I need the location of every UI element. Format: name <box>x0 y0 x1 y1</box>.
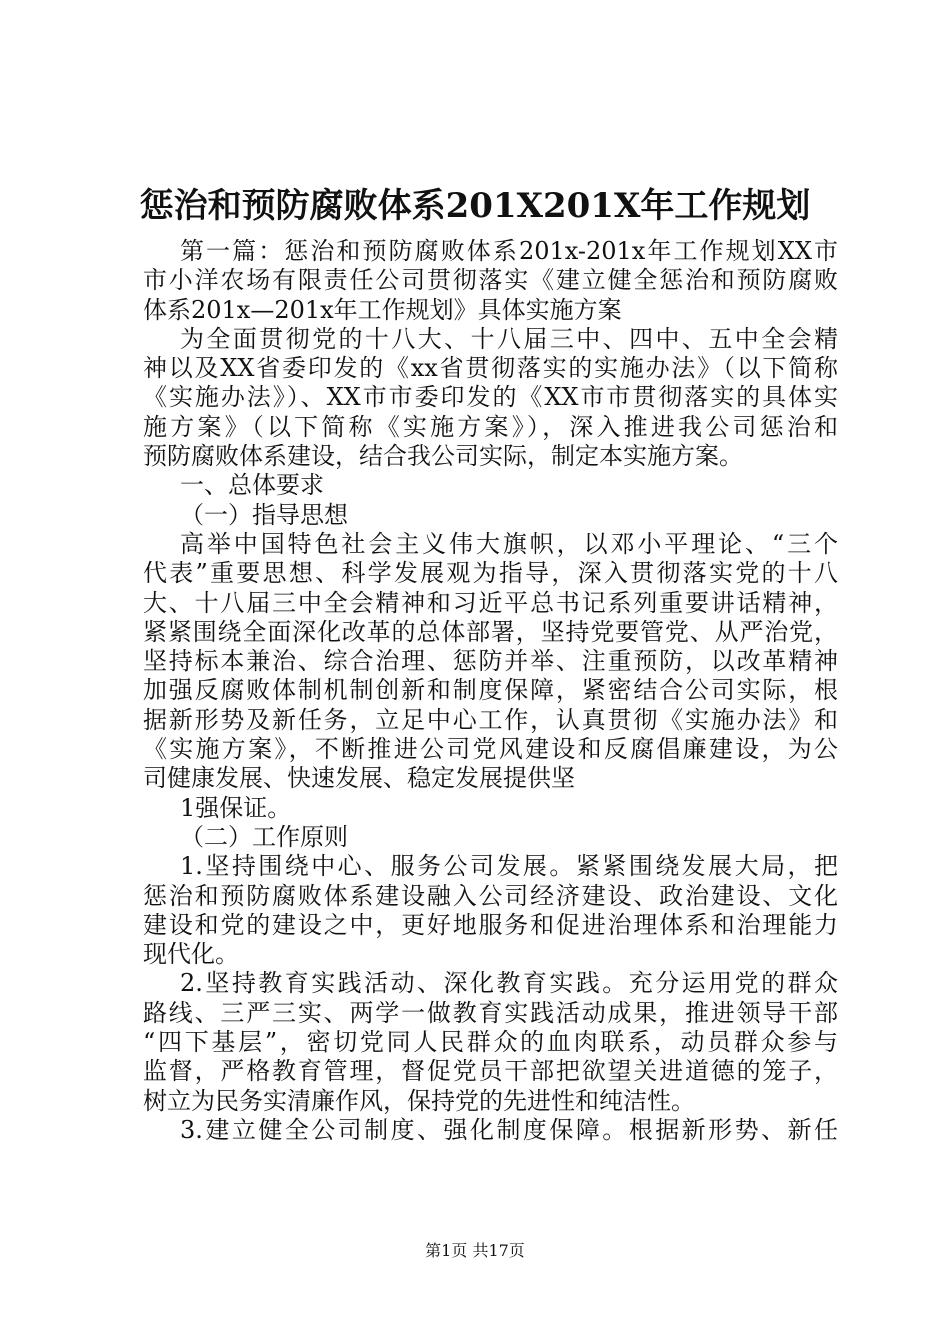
body-line: 施方案》（以下简称《实施方案》），深入推进我公司惩治和 <box>143 412 838 441</box>
body-line: 紧紧围绕全面深化改革的总体部署，坚持党要管党、从严治党， <box>143 617 838 646</box>
body-line: 高举中国特色社会主义伟大旗帜，以邓小平理论、“三个 <box>180 529 838 558</box>
body-line: 第一篇：惩治和预防腐败体系201x-201x年工作规划XX市 <box>180 237 838 265</box>
body-line: 路线、三严三实、两学一做教育实践活动成果，推进领导干部 <box>143 998 838 1027</box>
body-line: 司健康发展、快速发展、稳定发展提供坚 <box>143 764 575 793</box>
body-line: 一、总体要求 <box>180 471 324 500</box>
body-line: 大、十八届三中全会精神和习近平总书记系列重要讲话精神， <box>143 588 838 617</box>
body-line: 加强反腐败体制机制创新和制度保障，紧密结合公司实际，根 <box>143 676 838 705</box>
body-line: 树立为民务实清廉作风，保持党的先进性和纯洁性。 <box>143 1086 695 1115</box>
body-line: 坚持标本兼治、综合治理、惩防并举、注重预防，以改革精神 <box>143 647 838 676</box>
body-line: 1.坚持围绕中心、服务公司发展。紧紧围绕发展大局，把 <box>180 852 838 881</box>
document-title: 惩治和预防腐败体系201X201X年工作规划 <box>139 186 811 226</box>
body-line: 1强保证。 <box>180 793 292 822</box>
body-line: 《实施方案》，不断推进公司党风建设和反腐倡廉建设，为公 <box>143 735 838 764</box>
body-line: 市小洋农场有限责任公司贯彻落实《建立健全惩治和预防腐败 <box>143 266 838 295</box>
body-line: 代表”重要思想、科学发展观为指导，深入贯彻落实党的十八 <box>143 559 838 588</box>
body-line: 据新形势及新任务，立足中心工作，认真贯彻《实施办法》和 <box>143 705 838 734</box>
page-footer: 第1页 共17页 <box>425 1241 525 1260</box>
body-line: 现代化。 <box>143 940 239 969</box>
body-line: 为全面贯彻党的十八大、十八届三中、四中、五中全会精 <box>180 324 838 353</box>
body-line: “四下基层”，密切党同人民群众的血肉联系，动员群众参与 <box>143 1028 838 1057</box>
body-line: 2.坚持教育实践活动、深化教育实践。充分运用党的群众 <box>180 969 838 998</box>
body-line: 体系201x—201x年工作规划》具体实施方案 <box>143 295 622 324</box>
body-line: 《实施办法》）、XX市市委印发的《XX市市贯彻落实的具体实 <box>143 383 838 412</box>
body-line: 预防腐败体系建设，结合我公司实际，制定本实施方案。 <box>143 442 743 471</box>
body-line: 3.建立健全公司制度、强化制度保障。根据新形势、新任 <box>180 1115 838 1144</box>
body-line: （二）工作原则 <box>180 822 348 851</box>
body-line: 监督，严格教育管理，督促党员干部把欲望关进道德的笼子， <box>143 1057 838 1086</box>
body-line: 神以及XX省委印发的《xx省贯彻落实的实施办法》（以下简称 <box>143 354 838 383</box>
body-line: 建设和党的建设之中，更好地服务和促进治理体系和治理能力 <box>143 910 838 939</box>
body-line: （一）指导思想 <box>180 500 348 529</box>
body-line: 惩治和预防腐败体系建设融入公司经济建设、政治建设、文化 <box>143 881 838 910</box>
document-body <box>143 237 838 1145</box>
